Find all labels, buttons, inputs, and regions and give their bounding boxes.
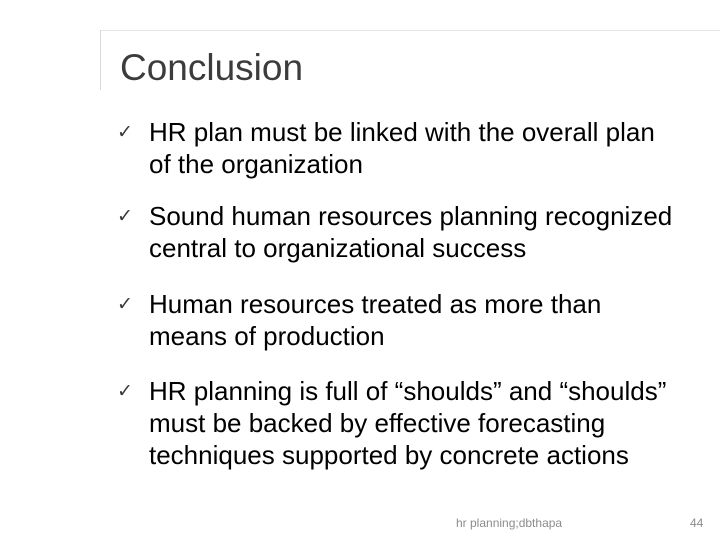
bullet-list: [117, 116, 677, 471]
checkmark-icon: ✓: [117, 294, 133, 315]
page-number: 44: [690, 516, 704, 530]
slide-frame-left-border: [100, 30, 101, 90]
bullet-item: [117, 200, 677, 264]
bullet-item: [117, 375, 677, 471]
checkmark-icon: ✓: [117, 206, 133, 227]
bullet-text: HR plan must be linked with the overall plan of the organization: [149, 117, 655, 179]
bullet-text: Sound human resources planning recognized central to organizational success: [149, 201, 673, 263]
bullet-text: Human resources treated as more than means of production: [149, 289, 602, 351]
bullet-item: [117, 116, 677, 180]
bullet-item: [117, 288, 677, 352]
slide-title: Conclusion: [120, 47, 304, 88]
checkmark-icon: ✓: [117, 381, 133, 402]
footer-text: hr planning;dbthapa: [456, 516, 563, 530]
slide-frame-top-border: [100, 30, 720, 31]
checkmark-icon: ✓: [117, 122, 133, 143]
bullet-text: HR planning is full of “shoulds” and “shoulds” must be backed by effective forecasting techniques supported by concrete actions: [149, 376, 667, 470]
